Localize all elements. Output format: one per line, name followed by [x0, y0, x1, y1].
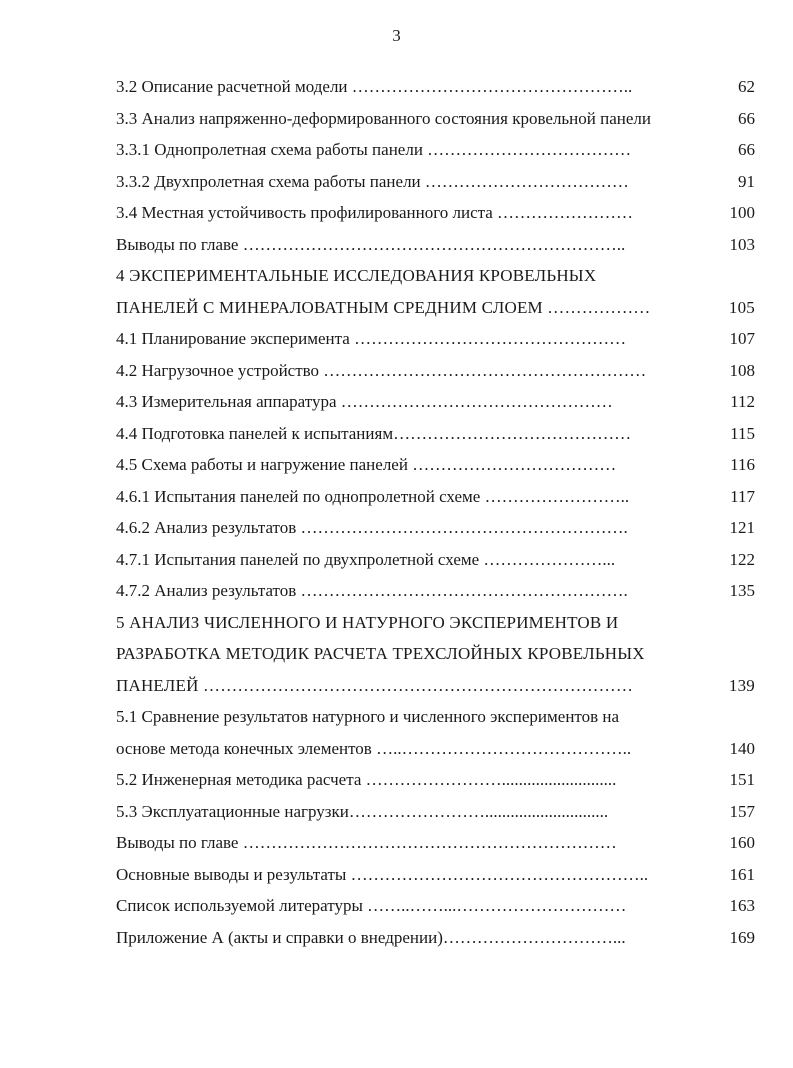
toc-entry-page: 105 [728, 297, 755, 317]
toc-entry-page: 66 [738, 108, 755, 128]
toc-entry-title: Основные выводы и результаты …………………………………………….. [116, 864, 649, 884]
toc-entry [0, 103, 793, 135]
toc-entry [0, 229, 793, 261]
toc-entry [0, 827, 793, 859]
toc-entry-title: 3.2 Описание расчетной модели ………………………………………….. [116, 77, 633, 96]
toc-entry-title: Приложение А (акты и справки о внедрении)…………………………... [116, 927, 626, 947]
toc-entry-title: 3.3 Анализ напряженно-деформированного состояния кровельной панели [116, 108, 651, 128]
toc-entry-title: 4.1 Планирование эксперимента ………………………………………… [116, 329, 627, 348]
toc-entry [0, 890, 793, 922]
toc-entry-title: 4.5 Схема работы и нагружение панелей ……………………………… [116, 455, 617, 474]
toc-chapter-heading [0, 607, 793, 639]
toc-entry [0, 733, 793, 765]
toc-entry-page: 122 [729, 549, 755, 569]
toc-entry-title: 4.2 Нагрузочное устройство ………………………………………………… [116, 360, 647, 380]
toc-entry-page: 103 [729, 234, 755, 254]
toc-entry [0, 544, 793, 576]
toc-chapter-heading [0, 638, 793, 670]
toc-entry-title: основе метода конечных элементов …..………………………………….. [116, 738, 632, 758]
toc-entry-title: 4.3 Измерительная аппаратура ………………………………………… [116, 392, 613, 411]
toc-entry [0, 859, 793, 891]
toc-entry [0, 796, 793, 828]
toc-entry-page: 161 [729, 864, 755, 884]
toc-entry-title: 4.7.1 Испытания панелей по двухпролетной схеме …………………... [116, 549, 616, 569]
toc-entry [0, 418, 793, 450]
toc-entry-page: 160 [729, 833, 755, 852]
toc-entry-page: 117 [730, 486, 755, 506]
toc-entry [0, 71, 793, 103]
toc-entry-title: 4.6.1 Испытания панелей по однопролетной схеме …………………….. [116, 486, 630, 506]
toc-entry-page: 62 [738, 77, 755, 96]
toc-entry-title: 3.3.1 Однопролетная схема работы панели ……………………………… [116, 140, 632, 159]
toc-entry [0, 449, 793, 481]
toc-chapter-heading [0, 260, 793, 292]
toc-entry-title: ПАНЕЛЕЙ ………………………………………………………………… [116, 675, 634, 695]
toc-entry-page: 169 [729, 927, 755, 947]
toc-entry [0, 701, 793, 733]
toc-entry [0, 386, 793, 418]
toc-entry-title: ПАНЕЛЕЙ С МИНЕРАЛОВАТНЫМ СРЕДНИМ СЛОЕМ ……………… [116, 297, 651, 317]
toc-entry-page: 140 [729, 738, 755, 758]
toc-entry-title: 5.3 Эксплуатационные нагрузки……………………............................. [116, 801, 609, 821]
toc-entry-page: 139 [728, 675, 755, 695]
toc-entry-title: 5 АНАЛИЗ ЧИСЛЕННОГО И НАТУРНОГО ЭКСПЕРИМЕНТОВ И [116, 612, 619, 632]
toc-entry-title: 3.3.2 Двухпролетная схема работы панели ……………………………… [116, 171, 629, 191]
toc-chapter-heading [0, 670, 793, 702]
toc-entry-page: 157 [729, 801, 755, 821]
toc-entry-title: 5.1 Сравнение результатов натурного и численного экспериментов на [116, 707, 620, 726]
toc-entry-title: 4 ЭКСПЕРИМЕНТАЛЬНЫЕ ИССЛЕДОВАНИЯ КРОВЕЛЬНЫХ [116, 266, 597, 285]
toc-entry-page: 91 [738, 171, 755, 191]
toc-entry-title: 4.4 Подготовка панелей к испытаниям…………………………………… [116, 423, 632, 443]
toc-entry [0, 355, 793, 387]
toc-entry [0, 481, 793, 513]
toc-entry-page: 112 [730, 392, 755, 411]
toc-entry-title: РАЗРАБОТКА МЕТОДИК РАСЧЕТА ТРЕХСЛОЙНЫХ КРОВЕЛЬНЫХ [116, 644, 645, 663]
toc-entry-page: 108 [729, 360, 755, 380]
toc-entry-page: 115 [730, 423, 755, 443]
toc-entry-page: 163 [729, 896, 755, 915]
toc-entry-title: 4.7.2 Анализ результатов …………………………………………………. [116, 581, 628, 600]
toc-entry [0, 323, 793, 355]
toc-entry-title: 4.6.2 Анализ результатов …………………………………………………. [116, 518, 628, 537]
toc-entry-page: 66 [738, 140, 755, 159]
toc-entry [0, 166, 793, 198]
toc-entry-page: 100 [729, 203, 755, 222]
toc-entry-title: Выводы по главе ………………………………………………………… [116, 833, 617, 852]
toc-entry [0, 512, 793, 544]
toc-entry [0, 575, 793, 607]
toc-entry-page: 121 [729, 518, 755, 537]
toc-entry-title: 5.2 Инженерная методика расчета ……………………........................... [116, 770, 617, 789]
toc-chapter-heading [0, 292, 793, 324]
toc-entry-title: Выводы по главе ………………………………………………………….. [116, 234, 626, 254]
toc-entry-page: 151 [729, 770, 755, 789]
toc-entry-page: 135 [729, 581, 755, 600]
toc-entry [0, 134, 793, 166]
toc-entry-page: 116 [730, 455, 755, 474]
toc-entry-title: 3.4 Местная устойчивость профилированного листа …………………… [116, 203, 634, 222]
toc-entry [0, 197, 793, 229]
toc-entry [0, 764, 793, 796]
toc-entry [0, 922, 793, 954]
page-number: 3 [392, 26, 401, 45]
toc-entry-title: Список используемой литературы ……..……...………………………… [116, 896, 627, 915]
toc-entry-page: 107 [729, 329, 755, 348]
